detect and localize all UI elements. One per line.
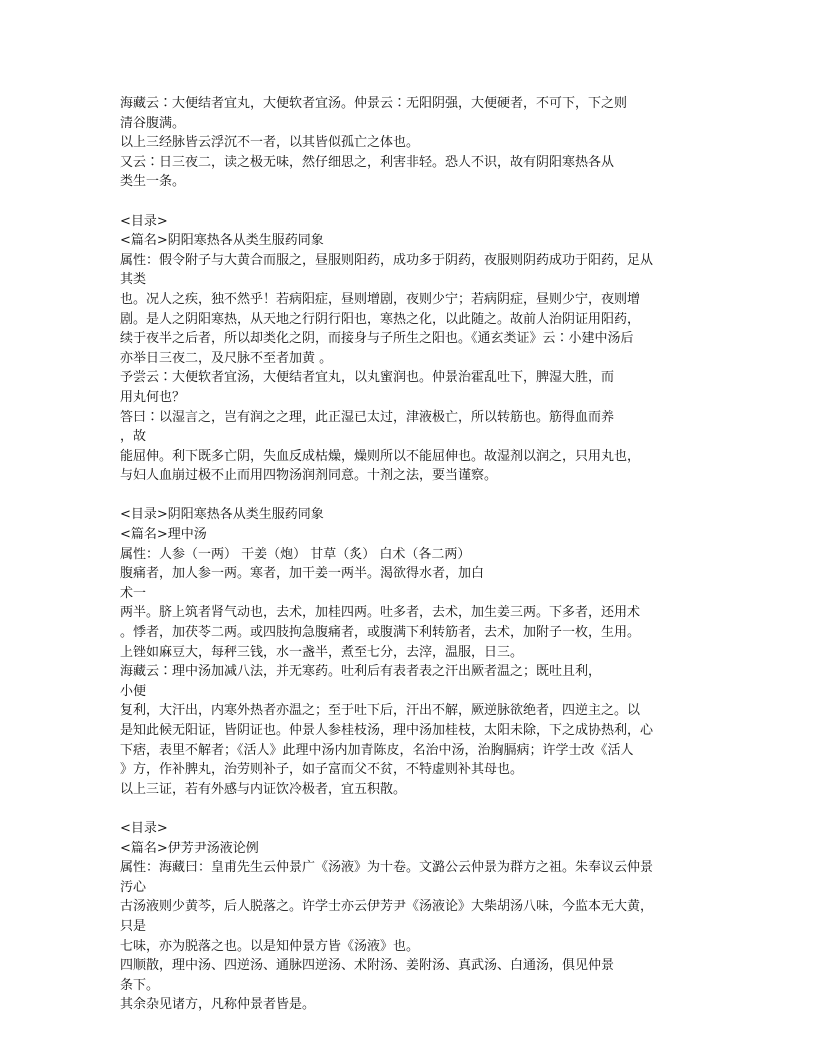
text-line: 海藏云∶大便结者宜丸，大便软者宜汤。仲景云∶无阳阴强，大便硬者，不可下，下之则	[120, 96, 628, 111]
text-line: 七味，亦为脱落之也。以是知仲景方皆《汤液》也。	[120, 938, 420, 954]
paragraph	[120, 564, 710, 603]
text-line: 小便	[120, 683, 147, 699]
text-line: 亦举日三夜二，及尺脉不至者加黄 。	[120, 350, 333, 366]
text-line: 与妇人血崩过极不止而用四物汤润剂同意。十剂之法，要当谨察。	[120, 468, 498, 484]
paragraph	[120, 251, 710, 290]
text-line: 续于夜半之后者，所以却类化之阴，而接身与子所生之阳也。《通玄类证》云∶小建中汤后	[120, 331, 634, 347]
paragraph	[120, 212, 710, 232]
text-line: 剧。是人之阴阳寒热，从天地之行阴行阳也，寒热之化，以此随之。故前人治阴证用阳药，	[120, 311, 641, 327]
paragraph	[120, 408, 710, 447]
text-line: 予尝云∶大便软者宜汤，大便结者宜丸，以丸蜜润也。仲景治霍乱吐下，脾湿大胜，而	[120, 370, 615, 386]
paragraph	[120, 858, 710, 897]
text-line: 汚心	[120, 879, 147, 895]
text-line: 清谷腹满。	[120, 115, 186, 131]
blank-line	[120, 799, 710, 819]
paragraph	[120, 231, 710, 251]
text-line: ，故	[120, 429, 147, 445]
blank-line	[120, 192, 710, 212]
text-line: 类生一条。	[120, 174, 186, 190]
text-line: <篇名>伊芳尹汤液论例	[120, 840, 259, 856]
text-line: 属性：海藏曰：皇甫先生云仲景广《汤液》为十卷。文潞公云仲景为群方之祖。朱奉议云仲景	[120, 860, 654, 876]
paragraph	[120, 133, 710, 153]
paragraph	[120, 780, 710, 800]
paragraph	[120, 505, 710, 525]
paragraph	[120, 662, 710, 701]
text-line: 其余杂见诸方，凡称仲景者皆是。	[120, 997, 316, 1013]
paragraph	[120, 525, 710, 545]
paragraph	[120, 897, 710, 936]
text-line: 也。况人之疾，独不然乎！若病阳症，昼则增剧，夜则少宁；若病阴症，昼则少宁，夜则增	[120, 291, 641, 307]
paragraph	[120, 937, 710, 957]
paragraph	[120, 603, 710, 662]
paragraph	[120, 290, 710, 368]
paragraph	[120, 995, 710, 1015]
paragraph	[120, 447, 710, 486]
text-line: <目录>阴阳寒热各从类生服药同象	[120, 507, 324, 523]
paragraph	[120, 94, 710, 133]
paragraph	[120, 956, 710, 995]
paragraph	[120, 368, 710, 407]
paragraph	[120, 819, 710, 839]
text-line: 两半。脐上筑者肾气动也，去术，加桂四两。吐多者，去术，加生姜三两。下多者，还用术	[120, 605, 641, 621]
text-line: 属性：人参（一两） 干姜（炮） 甘草（炙） 白术（各二两）	[120, 546, 471, 562]
text-line: 古汤液则少黄芩，后人脱落之。许学士亦云伊芳尹《汤液论》大柴胡汤八味，今监本无大黄，	[120, 899, 654, 915]
text-line: 其类	[120, 272, 147, 288]
text-line: 属性：假令附子与大黄合而服之，昼服则阳药，成功多于阴药，夜服则阴药成功于阳药，足从	[120, 252, 654, 268]
text-line: 下痞，表里不解者；《活人》此理中汤内加青陈皮，名治中汤，治胸膈病；许学士改《活人	[120, 742, 634, 758]
paragraph	[120, 839, 710, 859]
text-line: 用丸何也？	[120, 389, 186, 405]
text-line: 以上三证，若有外感与内证饮冷极者，宜五积散。	[120, 781, 407, 797]
text-line: 能屈伸。利下既多亡阴，失血反成枯燥，燥则所以不能屈伸也。故湿剂以润之，只用丸也，	[120, 448, 641, 464]
text-line: 四顺散，理中汤、四逆汤、通脉四逆汤、术附汤、姜附汤、真武汤、白通汤，俱见仲景	[120, 958, 615, 974]
text-line: <目录>	[120, 213, 168, 229]
text-line: 上锉如麻豆大，每秤三钱，水一盏半，煮至七分，去滓，温服，日三。	[120, 644, 524, 660]
text-line: 是知此候无阳证，皆阴证也。仲景人参桂枝汤，理中汤加桂枝，太阳未除，下之成协热利，心	[120, 723, 654, 738]
blank-line	[120, 486, 710, 506]
text-line: 复利，大汗出，内寒外热者亦温之；至于吐下后，汗出不解，厥逆脉欲绝者，四逆主之。以	[120, 703, 641, 719]
text-line: 腹痛者，加人参一两。寒者，加干姜一两半。渴欲得水者，加白	[120, 566, 485, 582]
document-page	[120, 94, 710, 1015]
text-line: 海藏云∶理中汤加减八法，并无寒药。吐利后有表者表之汗出厥者温之；既吐且利，	[120, 664, 602, 680]
text-line: 以上三经脉皆云浮沉不一者，以其皆似孤亡之体也。	[120, 135, 420, 151]
text-line: 。悸者，加茯苓二两。或四肢拘急腹痛者，或腹满下利转筋者，去术，加附子一枚，生用。	[120, 625, 641, 641]
text-line: 答曰∶以湿言之，岂有润之之理，此正湿已太过，津液极亡，所以转筋也。筋得血而养	[120, 409, 615, 425]
text-line: <篇名>理中汤	[120, 527, 207, 543]
text-line: 术一	[120, 585, 147, 601]
text-line: 只是	[120, 918, 147, 934]
text-line: <篇名>阴阳寒热各从类生服药同象	[120, 233, 324, 249]
text-line: 》方，作补脾丸，治劳则补子，如子富而父不贫，不特虚则补其母也。	[120, 762, 524, 778]
paragraph	[120, 701, 710, 779]
paragraph	[120, 153, 710, 192]
text-line: 又云∶日三夜二，读之极无味，然仔细思之，利害非轻。恐人不识，故有阴阳寒热各从	[120, 154, 615, 170]
text-line: 条下。	[120, 977, 160, 993]
text-line: <目录>	[120, 820, 168, 836]
paragraph	[120, 545, 710, 565]
